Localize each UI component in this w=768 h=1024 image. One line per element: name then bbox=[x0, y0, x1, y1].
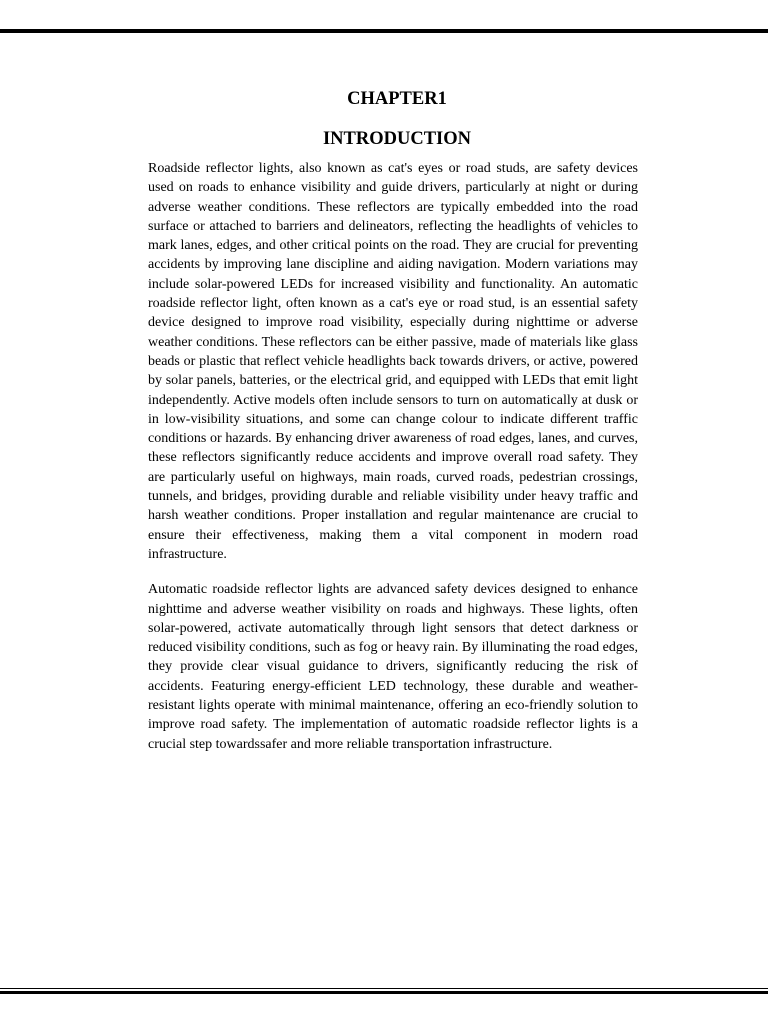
chapter-number-heading: CHAPTER1 bbox=[347, 89, 447, 109]
body-paragraph-2: Automatic roadside reflector lights are advanced safety devices designed to enhance nighttime and adverse weather visibility on roads and highways. These lights, often solar-powered, activate automatically through light sensors that detect darkness or reduced visibility conditions, such as fog or heavy rain. By illuminating the road edges, they provide clear visual guidance to drivers, significantly reducing the risk of accidents. Featuring energy-efficient LED technology, these durable and weather-resistant lights operate with minimal maintenance, offering an eco-friendly solution to improve road safety. The implementation of automatic roadside reflector lights is a crucial step towardssafer and more reliable transportation infrastructure. bbox=[148, 582, 638, 752]
top-border-rule bbox=[0, 29, 768, 33]
chapter-title-heading: INTRODUCTION bbox=[322, 129, 472, 149]
bottom-border-rule-thin bbox=[0, 988, 768, 989]
bottom-border-rule-thick bbox=[0, 991, 768, 994]
page-content bbox=[148, 88, 638, 754]
body-paragraph-1: Roadside reflector lights, also known as cat's eyes or road studs, are safety devices used on roads to enhance visibility and guide drivers, particularly at night or during adverse weather conditions. These reflectors are typically embedded into the road surface or attached to barriers and delineators, reflecting the headlights of vehicles to mark lanes, edges, and other critical points on the road. They are crucial for preventing accidents by improving lane discipline and aiding navigation. Modern variations may include solar-powered LEDs for increased visibility and functionality. An automatic roadside reflector light, often known as a cat's eye or road stud, is an essential safety device designed to improve road visibility, especially during nighttime or adverse weather conditions. These reflectors can be either passive, made of materials like glass beads or plastic that reflect vehicle headlights back towards drivers, or active, powered by solar panels, batteries, or the electrical grid, and equipped with LEDs that emit light independently. Active models often include sensors to turn on automatically at dusk or in low-visibility situations, and some can change colour to indicate different traffic conditions or hazards. By enhancing driver awareness of road edges, lanes, and curves, these reflectors significantly reduce accidents and improve overall road safety. They are particularly useful on highways, main roads, curved roads, pedestrian crossings, tunnels, and bridges, providing durable and reliable visibility under heavy traffic and harsh weather conditions. Proper installation and regular maintenance are crucial to ensure their effectiveness, making them a vital component in modern road infrastructure. bbox=[148, 161, 638, 562]
